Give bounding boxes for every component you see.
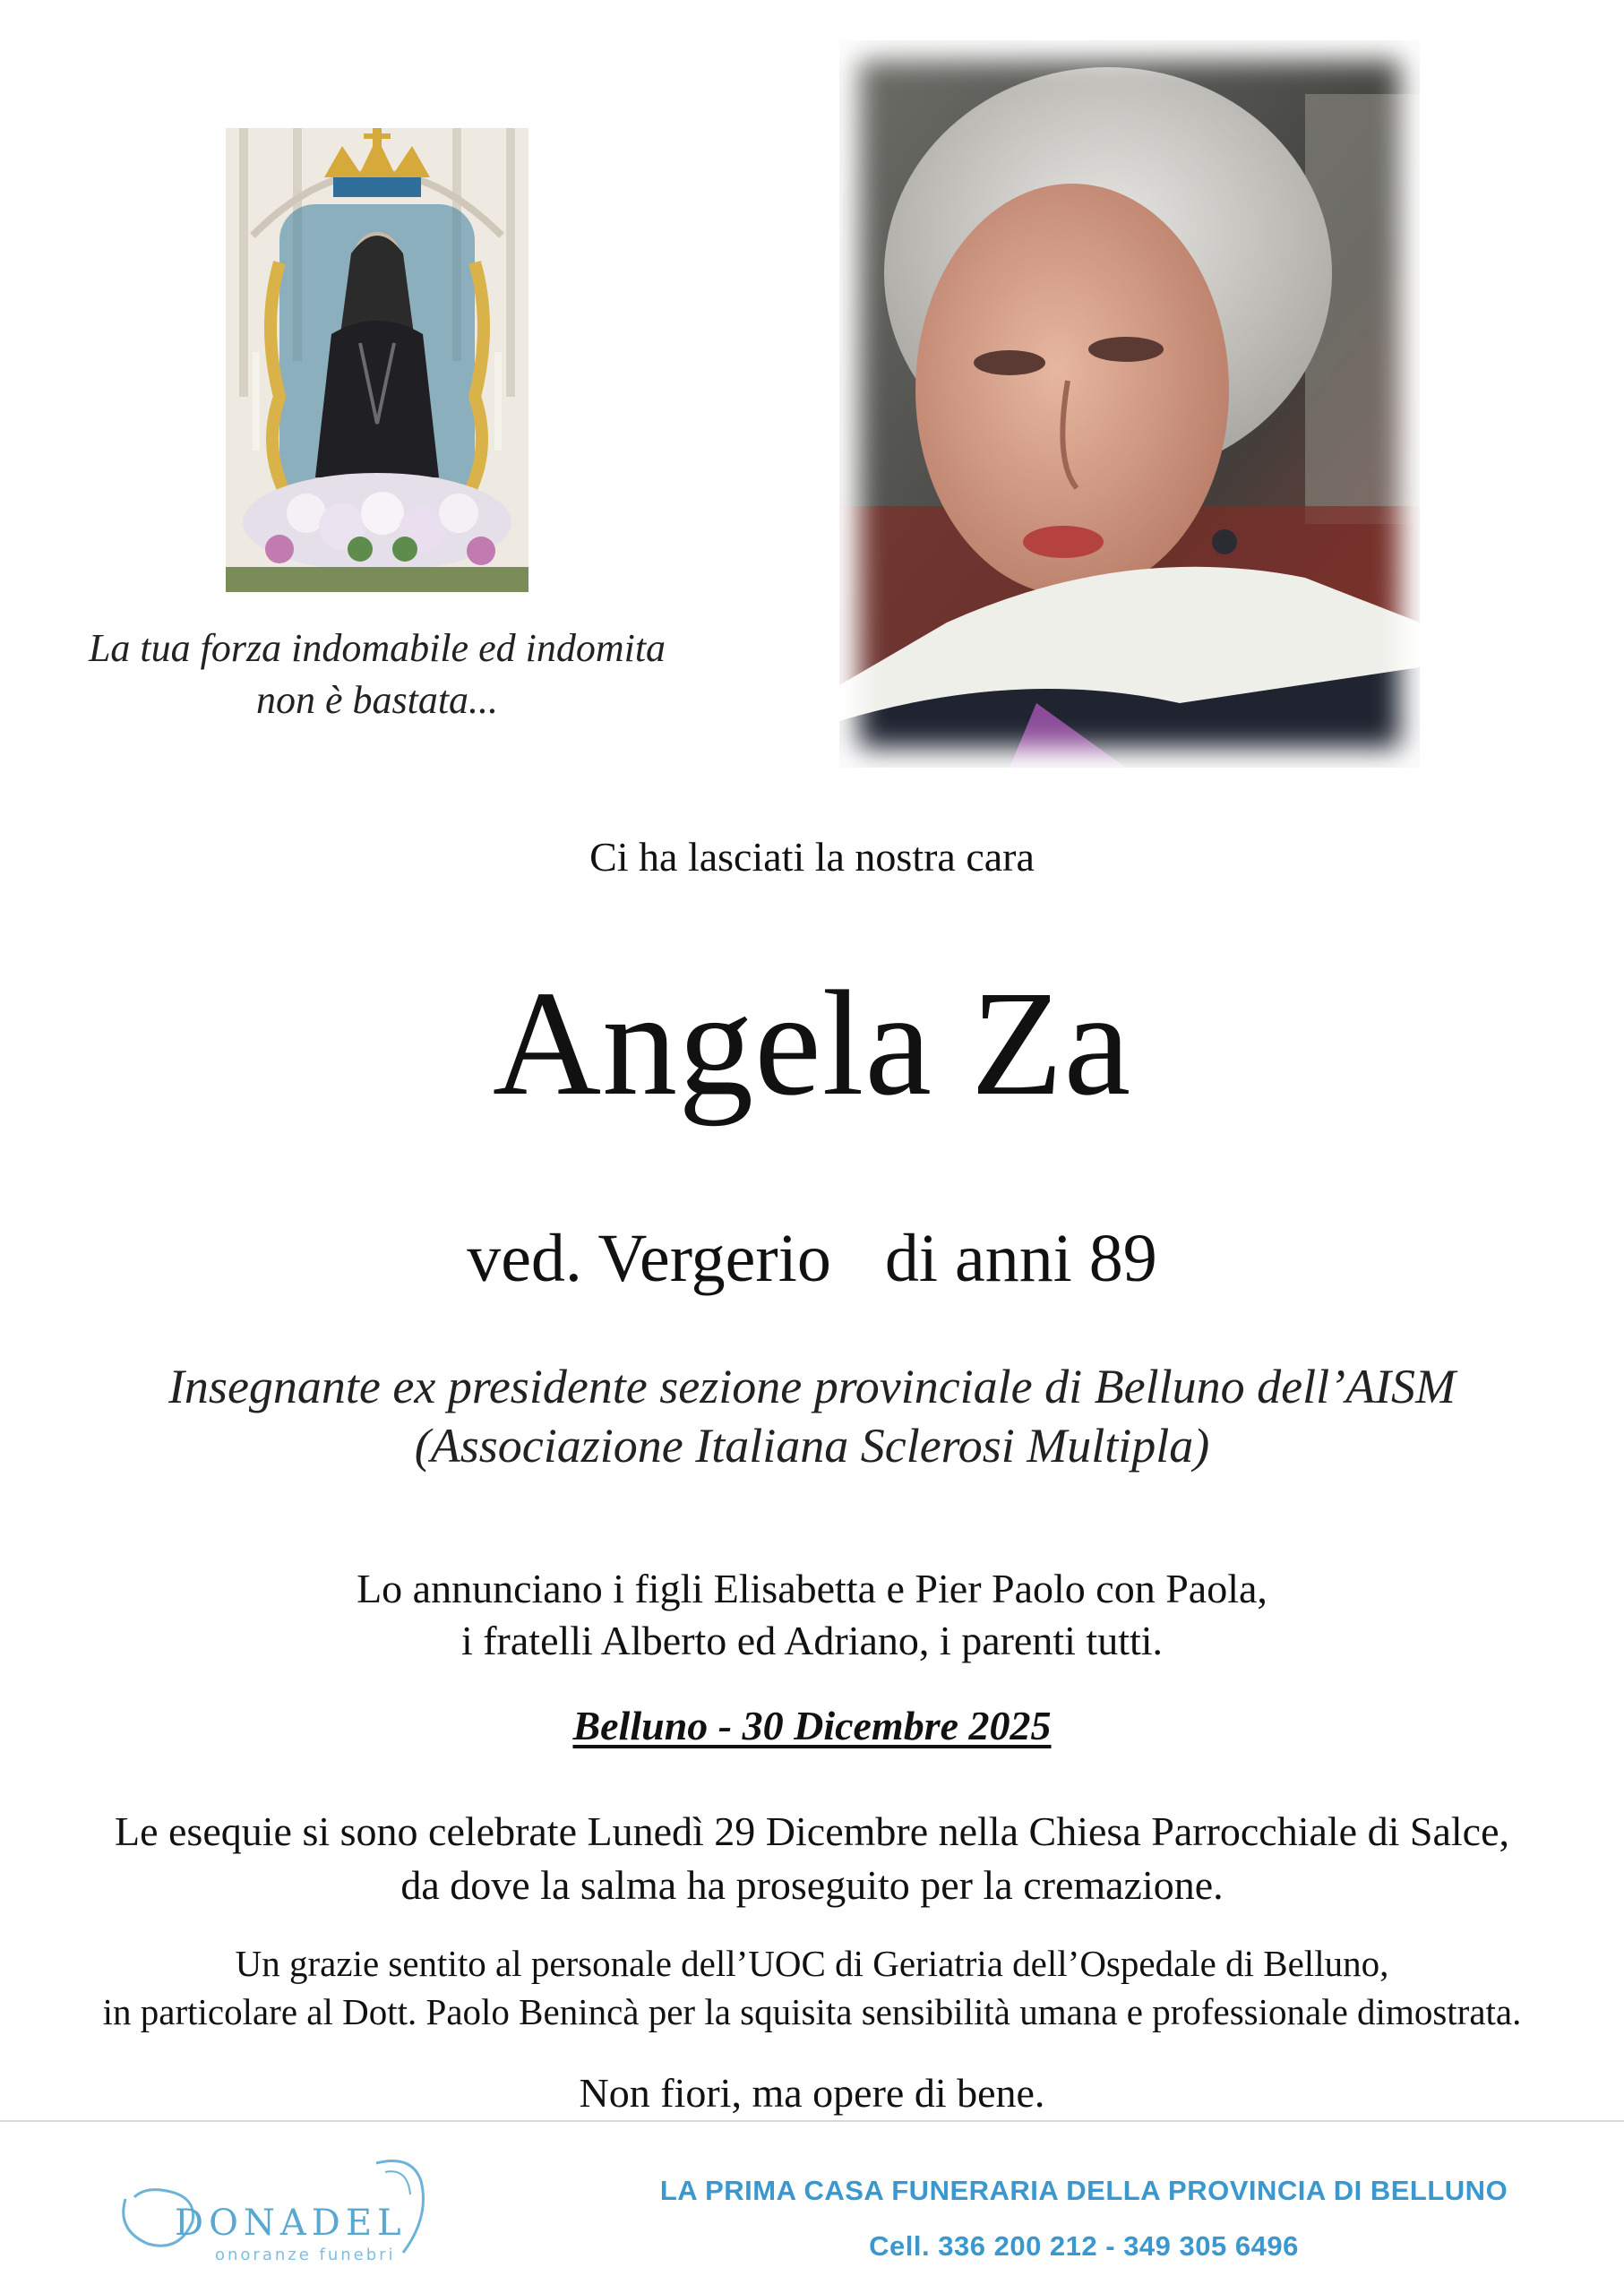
funeral-info: [0, 1805, 1624, 1912]
role-line-2: (Associazione Italiana Sclerosi Multipla): [414, 1419, 1210, 1473]
thanks-text: [0, 1939, 1624, 2036]
announce-line-1: Lo annunciano i figli Elisabetta e Pier Paolo con Paola,: [357, 1566, 1267, 1611]
funeral-line-1: Le esequie si sono celebrate Lunedì 29 Dicembre nella Chiesa Parrocchiale di Salce,: [115, 1808, 1509, 1854]
madonna-altar-illustration: [226, 128, 528, 592]
footer-phones: Cell. 336 200 212 - 349 305 6496: [869, 2230, 1299, 2262]
thanks-line-1: Un grazie sentito al personale dell’UOC di Geriatria dell’Ospedale di Belluno,: [235, 1943, 1389, 1984]
announce-line-2: i fratelli Alberto ed Adriano, i parenti tutti.: [460, 1618, 1164, 1663]
closing-text: Non fiori, ma opere di bene.: [579, 2070, 1045, 2116]
logo-word: DONADEL: [175, 2203, 407, 2244]
logo-sub: onoranze funebri: [215, 2246, 396, 2264]
widow-text: ved. Vergerio: [467, 1221, 831, 1296]
quote-line-2: non è bastata...: [255, 678, 499, 722]
role-description: [0, 1357, 1624, 1475]
footer-tagline: LA PRIMA CASA FUNERARIA DELLA PROVINCIA DI BELLUNO: [659, 2175, 1508, 2206]
thanks-line-2: in particolare al Dott. Paolo Benincà per la squisita sensibilità umana e professionale dimostrata.: [102, 1991, 1522, 2032]
quote: [0, 623, 754, 726]
place-date: [0, 1702, 1624, 1749]
place-date-text: Belluno - 30 Dicembre 2025: [572, 1703, 1052, 1748]
deceased-name: Angela Za: [492, 960, 1132, 1127]
logo-graphic: [107, 2145, 484, 2271]
portrait-illustration: [839, 40, 1420, 768]
widow-and-age: [0, 1218, 1624, 1299]
intro-text: Ci ha lasciati la nostra cara: [589, 834, 1035, 880]
donadel-logo: [107, 2145, 484, 2271]
quote-line-1: La tua forza indomabile ed indomita: [88, 626, 666, 670]
funeral-line-2: da dove la salma ha proseguito per la cremazione.: [400, 1862, 1224, 1908]
age-text: di anni 89: [884, 1221, 1157, 1296]
footer-divider: [0, 2120, 1624, 2122]
portrait-photo: [839, 40, 1420, 768]
role-line-1: Insegnante ex presidente sezione provinciale di Belluno dell’AISM: [168, 1360, 1456, 1413]
announcement: [0, 1563, 1624, 1667]
religious-image: [226, 128, 528, 592]
